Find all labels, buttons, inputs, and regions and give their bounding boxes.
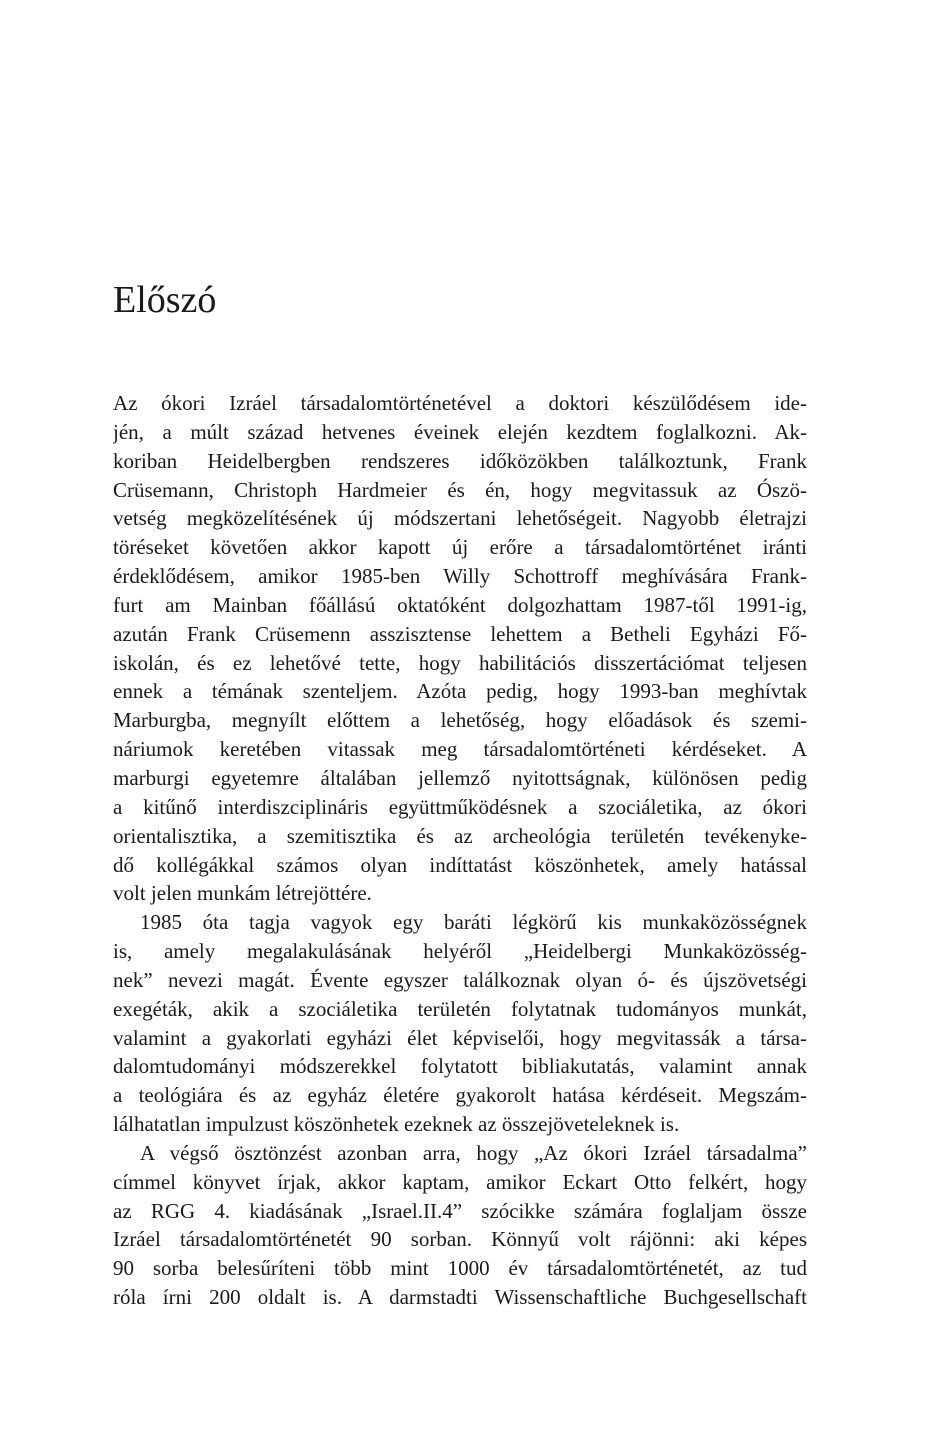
text-line: volt jelen munkám létrejöttére. [113, 881, 372, 906]
text-line: jén, a múlt század hetvenes éveinek elején kezdtem foglalkozni. Ak- [113, 419, 807, 444]
text-line: iskolán, és ez lehetővé tette, hogy habilitációs disszertációmat teljesen [113, 650, 807, 675]
text-line: nek” nevezi magát. Évente egyszer találkoznak olyan ó- és újszövetségi [113, 967, 807, 992]
text-line: 1985 óta tagja vagyok egy baráti légkörű kis munkaközösségnek [140, 910, 807, 935]
text-line: Izráel társadalomtörténetét 90 sorban. Könnyű volt rájönni: aki képes [113, 1227, 807, 1252]
text-line: 90 sorba belesűríteni több mint 1000 év társadalomtörténetét, az tud [113, 1256, 807, 1281]
text-line: lálhatatlan impulzust köszönhetek ezeknek az összejöveteleknek is. [113, 1112, 680, 1137]
chapter-title: Előszó [113, 279, 217, 321]
text-line: töréseket követően akkor kapott új erőre a társadalomtörténet iránti [113, 535, 807, 560]
text-line: A végső ösztönzést azonban arra, hogy „Az ókori Izráel társadalma” [140, 1140, 807, 1165]
paragraph [113, 1139, 807, 1312]
text-line: a teológiára és az egyház életére gyakorolt hatása kérdéseit. Megszám- [113, 1083, 807, 1108]
text-line: orientalisztika, a szemitisztika és az archeológia területén tevékenyke- [113, 823, 807, 848]
text-line: Az ókori Izráel társadalomtörténetével a doktori készülődésem ide- [113, 391, 807, 415]
text-line: vetség megközelítésének új módszertani lehetőségeit. Nagyobb életrajzi [113, 506, 807, 531]
text-line: dő kollégákkal számos olyan indíttatást köszönhetek, amely hatással [113, 852, 807, 877]
text-line: Marburgba, megnyílt előttem a lehetőség, hogy előadások és szemi- [113, 708, 807, 733]
text-line: koriban Heidelbergben rendszeres időközökben találkoztunk, Frank [113, 448, 807, 473]
text-line: ennek a témának szenteljem. Azóta pedig, hogy 1993-ban meghívtak [113, 679, 807, 704]
paragraph [113, 389, 807, 908]
body-text [113, 389, 807, 1312]
paragraph [113, 908, 807, 1139]
text-line: marburgi egyetemre általában jellemző nyitottságnak, különösen pedig [113, 765, 807, 790]
text-line: címmel könyvet írjak, akkor kaptam, amikor Eckart Otto felkért, hogy [113, 1169, 807, 1194]
text-line: érdeklődésem, amikor 1985-ben Willy Schottroff meghívására Frank- [113, 564, 807, 589]
text-line: a kitűnő interdiszciplináris együttműködésnek a szociáletika, az ókori [113, 794, 807, 819]
text-line: azután Frank Crüsemenn asszisztense lehettem a Betheli Egyházi Fő- [113, 621, 807, 646]
text-line: dalomtudományi módszerekkel folytatott bibliakutatás, valamint annak [113, 1054, 807, 1079]
text-line: is, amely megalakulásának helyéről „Heidelbergi Munkaközösség- [113, 939, 807, 964]
text-line: valamint a gyakorlati egyházi élet képviselői, hogy megvitassák a társa- [113, 1025, 807, 1050]
text-line: náriumok keretében vitassak meg társadalomtörténeti kérdéseket. A [113, 737, 807, 762]
text-line: róla írni 200 oldalt is. A darmstadti Wissenschaftliche Buchgesellschaft [113, 1285, 807, 1310]
text-line: Crüsemann, Christoph Hardmeier és én, hogy megvitassuk az Ószö- [113, 477, 807, 502]
text-line: exegéták, akik a szociáletika területén folytatnak tudományos munkát, [113, 996, 807, 1021]
text-line: furt am Mainban főállású oktatóként dolgozhattam 1987-től 1991-ig, [113, 592, 807, 617]
text-line: az RGG 4. kiadásának „Israel.II.4” szócikke számára foglaljam össze [113, 1198, 807, 1223]
